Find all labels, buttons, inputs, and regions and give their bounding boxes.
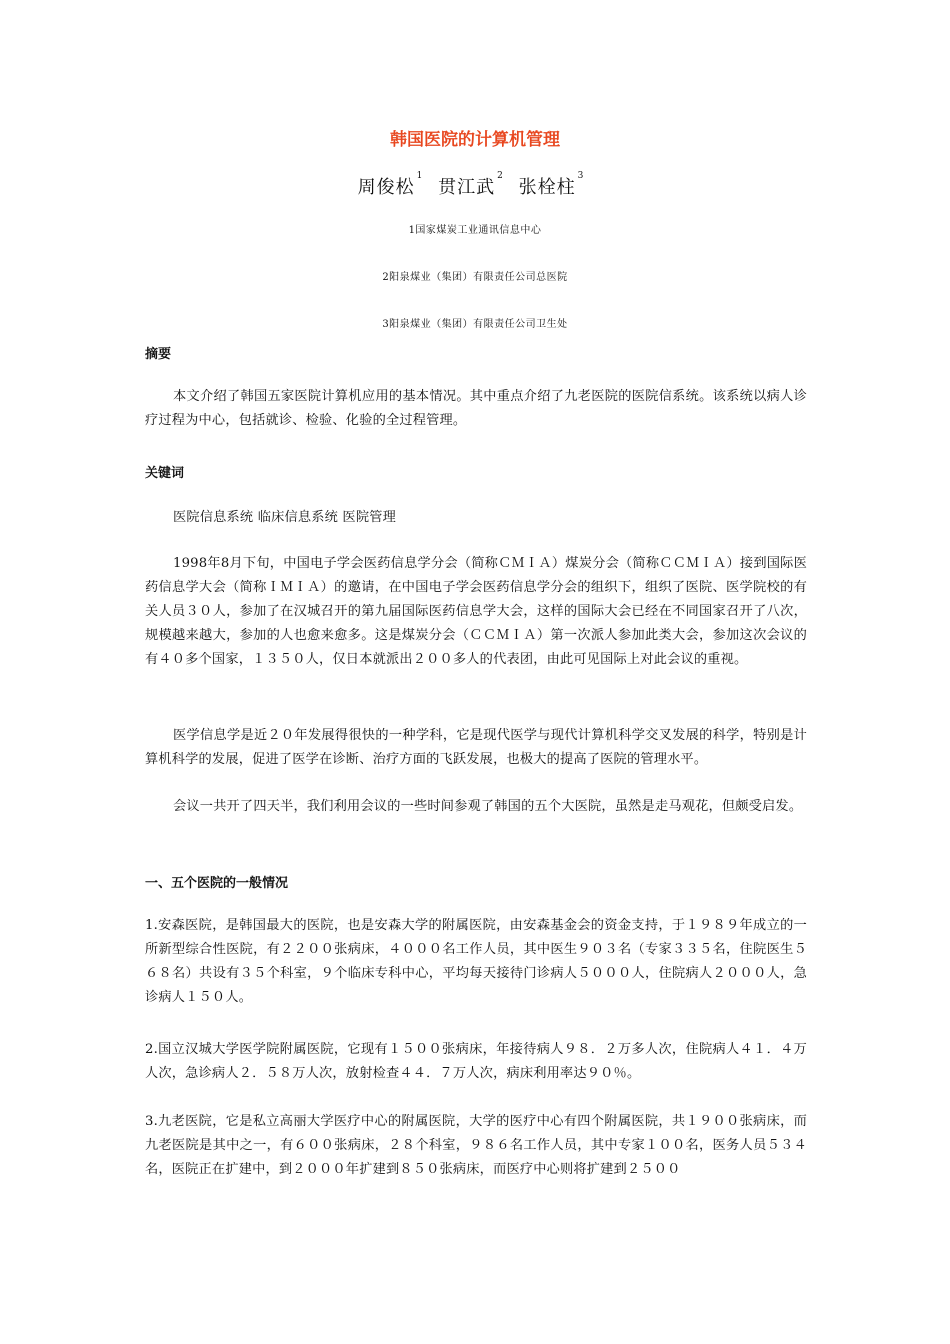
abstract-text: 本文介绍了韩国五家医院计算机应用的基本情况。其中重点介绍了九老医院的医院信系统。该系统以病人诊疗过程为中心，包括就诊、检验、化验的全过程管理。 xyxy=(145,389,807,428)
body-paragraph: 会议一共开了四天半，我们利用会议的一些时间参观了韩国的五个大医院，虽然是走马观花，但颇受启发。 xyxy=(173,799,803,814)
body-paragraph: 1998年8月下旬，中国电子学会医药信息学分会（简称ＣＭＩＡ）煤炭分会（简称ＣＣＭＩＡ）接到国际医药信息学大会（简称ＩＭＩＡ）的邀请，在中国电子学会医药信息学分会的组织下，组织了医院、医学院校的有关人员３０人，参加了在汉城召开的第九届国际医药信息学大会，这样的国际大会已经在不同国家召开了八次，规模越来越大，参加的人也愈来愈多。这是煤炭分会（ＣＣＭＩＡ）第一次派人参加此类大会，参加这次会议的有４０多个国家，１３５０人，仅日本就派出２００多人的代表团，由此可见国际上对此会议的重视。 xyxy=(145,556,807,667)
keywords-heading: 关键词 xyxy=(145,466,185,481)
keywords-text: 医院信息系统 临床信息系统 医院管理 xyxy=(173,510,396,525)
author-superscript: 3 xyxy=(577,171,585,181)
author-line xyxy=(0,173,950,199)
affiliation-3: 3阳泉煤业（集团）有限责任公司卫生处 xyxy=(382,319,568,330)
author-name: 张栓柱 xyxy=(518,177,576,198)
body-paragraph: 医学信息学是近２０年发展得很快的一种学科，它是现代医学与现代计算机科学交叉发展的科学，特别是计算机科学的发展，促进了医学在诊断、治疗方面的飞跃发展，也极大的提高了医院的管理水平。 xyxy=(145,728,807,767)
affiliation-1: 1国家煤炭工业通讯信息中心 xyxy=(408,225,542,236)
author-name: 周俊松 xyxy=(357,177,415,198)
section-heading: 一、五个医院的一般情况 xyxy=(145,876,289,891)
author-superscript: 1 xyxy=(416,171,424,181)
list-item: 3.九老医院，它是私立高丽大学医疗中心的附属医院，大学的医疗中心有四个附属医院，共１９００张病床，而九老医院是其中之一，有６００张病床，２８个科室，９８６名工作人员，其中专家１００名，医务人员５３４名，医院正在扩建中，到２０００年扩建到８５０张病床，而医疗中心则将扩建到２５００ xyxy=(145,1114,807,1177)
author-name: 贯江武 xyxy=(438,177,496,198)
list-item: 2.国立汉城大学医学院附属医院，它现有１５００张病床，年接待病人９８．２万多人次，住院病人４１．４万人次，急诊病人２．５８万人次，放射检查４４．７万人次，病床利用率达９０％。 xyxy=(145,1042,807,1081)
author-superscript: 2 xyxy=(497,171,504,181)
abstract-heading: 摘要 xyxy=(145,347,172,362)
affiliation-2: 2阳泉煤业（集团）有限责任公司总医院 xyxy=(382,272,568,283)
list-item: 1.安森医院，是韩国最大的医院，也是安森大学的附属医院，由安森基金会的资金支持，于１９８９年成立的一所新型综合性医院，有２２００张病床，４０００名工作人员，其中医生９０３名（专家３３５名，住院医生５６８名）共设有３５个科室，９个临床专科中心，平均每天接待门诊病人５０００人，住院病人２０００人，急诊病人１５０人。 xyxy=(145,918,807,1005)
page-title: 韩国医院的计算机管理 xyxy=(390,130,560,150)
